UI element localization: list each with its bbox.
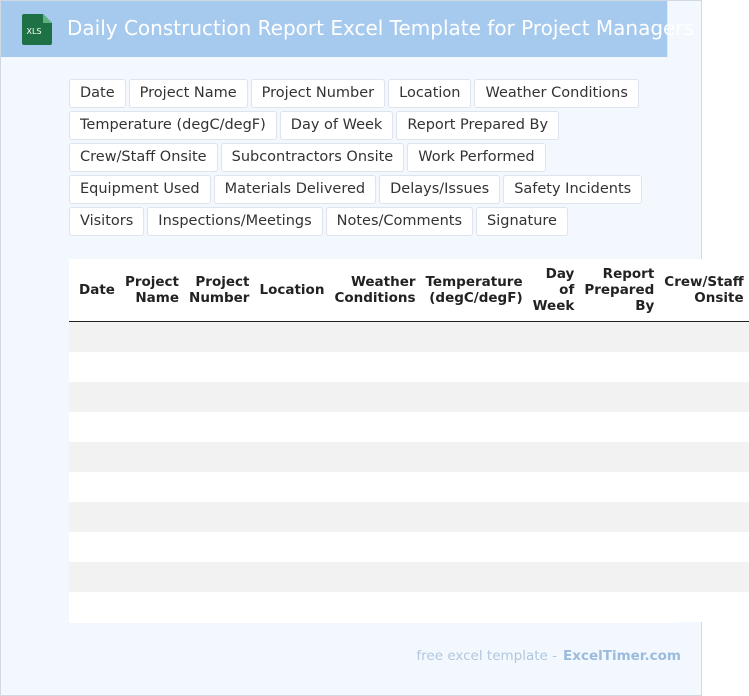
page-title: Daily Construction Report Excel Template for Project Managers — [67, 16, 695, 40]
table-row — [69, 472, 749, 502]
table-cell[interactable] — [329, 562, 420, 592]
table-cell[interactable] — [579, 322, 659, 353]
table-cell[interactable] — [184, 532, 254, 562]
table-cell[interactable] — [184, 472, 254, 502]
column-header: Temperature (degC/degF) — [421, 259, 528, 322]
table-cell[interactable] — [528, 352, 580, 382]
table-row — [69, 442, 749, 472]
table-row — [69, 502, 749, 532]
table-cell[interactable] — [528, 412, 580, 442]
table-row — [69, 382, 749, 412]
table-cell[interactable] — [421, 382, 528, 412]
table-row — [69, 352, 749, 382]
table-cell[interactable] — [528, 592, 580, 622]
table-row — [69, 322, 749, 353]
table-cell[interactable] — [659, 472, 748, 502]
column-tag: Location — [388, 79, 471, 108]
table-cell[interactable] — [659, 412, 748, 442]
table-cell[interactable] — [421, 442, 528, 472]
table-cell[interactable] — [254, 472, 329, 502]
table-cell[interactable] — [329, 472, 420, 502]
table-cell[interactable] — [69, 322, 120, 353]
table-cell[interactable] — [579, 592, 659, 622]
column-tag: Day of Week — [280, 111, 394, 140]
column-header: Day of Week — [528, 259, 580, 322]
column-header: Crew/Staff Onsite — [659, 259, 748, 322]
table-cell[interactable] — [69, 412, 120, 442]
column-header: Project Number — [184, 259, 254, 322]
table-cell[interactable] — [69, 442, 120, 472]
table-cell[interactable] — [659, 442, 748, 472]
table-cell[interactable] — [421, 592, 528, 622]
table-cell[interactable] — [329, 532, 420, 562]
footer-brand-link[interactable]: ExcelTimer.com — [563, 648, 681, 664]
column-tag: Weather Conditions — [474, 79, 638, 108]
table-cell[interactable] — [254, 382, 329, 412]
column-header: Project Name — [120, 259, 184, 322]
table-cell[interactable] — [120, 412, 184, 442]
table-cell[interactable] — [69, 382, 120, 412]
excel-file-icon — [22, 14, 52, 45]
table-cell[interactable] — [528, 472, 580, 502]
table-cell[interactable] — [329, 412, 420, 442]
table-cell[interactable] — [421, 352, 528, 382]
footer-text: free excel template - — [416, 648, 558, 664]
table-cell[interactable] — [659, 352, 748, 382]
table-header-row — [69, 259, 749, 322]
table-cell[interactable] — [579, 442, 659, 472]
table-cell[interactable] — [184, 322, 254, 353]
table-cell[interactable] — [120, 442, 184, 472]
column-tag: Work Performed — [407, 143, 545, 172]
table-cell[interactable] — [254, 412, 329, 442]
table-cell[interactable] — [329, 502, 420, 532]
column-header: Weather Conditions — [329, 259, 420, 322]
table-cell[interactable] — [579, 352, 659, 382]
table-cell[interactable] — [659, 532, 748, 562]
table-cell[interactable] — [120, 562, 184, 592]
table-cell[interactable] — [254, 322, 329, 353]
table-cell[interactable] — [69, 532, 120, 562]
table-cell[interactable] — [120, 592, 184, 622]
column-tag: Delays/Issues — [379, 175, 500, 204]
table-cell[interactable] — [659, 322, 748, 353]
table-cell[interactable] — [120, 472, 184, 502]
report-table-container — [69, 259, 744, 623]
table-row — [69, 532, 749, 562]
table-cell[interactable] — [579, 532, 659, 562]
table-cell[interactable] — [184, 412, 254, 442]
table-cell[interactable] — [120, 322, 184, 353]
table-cell[interactable] — [254, 442, 329, 472]
table-cell[interactable] — [421, 532, 528, 562]
table-cell[interactable] — [579, 382, 659, 412]
table-cell[interactable] — [528, 322, 580, 353]
table-cell[interactable] — [421, 562, 528, 592]
table-cell[interactable] — [254, 352, 329, 382]
table-cell[interactable] — [579, 562, 659, 592]
table-cell[interactable] — [329, 322, 420, 353]
column-tag: Project Name — [129, 79, 248, 108]
column-header: Location — [254, 259, 329, 322]
table-cell[interactable] — [69, 592, 120, 622]
table-cell[interactable] — [254, 532, 329, 562]
table-cell[interactable] — [579, 472, 659, 502]
table-cell[interactable] — [659, 382, 748, 412]
table-cell[interactable] — [421, 472, 528, 502]
table-cell[interactable] — [659, 562, 748, 592]
table-cell[interactable] — [421, 412, 528, 442]
column-tag: Temperature (degC/degF) — [69, 111, 277, 140]
table-cell[interactable] — [120, 532, 184, 562]
table-cell[interactable] — [184, 592, 254, 622]
table-cell[interactable] — [528, 532, 580, 562]
table-cell[interactable] — [329, 352, 420, 382]
table-cell[interactable] — [579, 412, 659, 442]
table-cell[interactable] — [69, 502, 120, 532]
table-row — [69, 592, 749, 622]
table-cell[interactable] — [69, 562, 120, 592]
column-header: Report Prepared By — [579, 259, 659, 322]
column-tag: Notes/Comments — [326, 207, 473, 236]
table-cell[interactable] — [329, 442, 420, 472]
table-cell[interactable] — [528, 562, 580, 592]
table-cell[interactable] — [329, 592, 420, 622]
column-tag: Crew/Staff Onsite — [69, 143, 218, 172]
table-cell[interactable] — [659, 502, 748, 532]
table-cell[interactable] — [184, 382, 254, 412]
table-row — [69, 562, 749, 592]
footer — [416, 648, 681, 664]
table-cell[interactable] — [528, 382, 580, 412]
report-table — [69, 259, 749, 622]
table-cell[interactable] — [528, 442, 580, 472]
table-cell[interactable] — [69, 472, 120, 502]
table-cell[interactable] — [421, 322, 528, 353]
table-cell[interactable] — [254, 502, 329, 532]
table-cell[interactable] — [184, 502, 254, 532]
table-cell[interactable] — [254, 592, 329, 622]
excel-icon-label: XLS — [26, 27, 42, 36]
table-cell[interactable] — [528, 502, 580, 532]
table-cell[interactable] — [421, 502, 528, 532]
column-tag: Visitors — [69, 207, 144, 236]
table-cell[interactable] — [120, 352, 184, 382]
table-cell[interactable] — [120, 382, 184, 412]
table-cell[interactable] — [184, 442, 254, 472]
table-cell[interactable] — [579, 502, 659, 532]
column-tag: Report Prepared By — [396, 111, 559, 140]
table-cell[interactable] — [69, 352, 120, 382]
column-tag: Signature — [476, 207, 568, 236]
column-tag: Inspections/Meetings — [147, 207, 322, 236]
column-tag: Subcontractors Onsite — [221, 143, 405, 172]
table-cell[interactable] — [254, 562, 329, 592]
table-row — [69, 412, 749, 442]
header-banner — [1, 1, 695, 57]
column-tag: Date — [69, 79, 126, 108]
table-cell[interactable] — [184, 352, 254, 382]
column-header: Date — [69, 259, 120, 322]
column-tag: Materials Delivered — [214, 175, 376, 204]
column-tag-list — [69, 79, 673, 239]
table-cell[interactable] — [329, 382, 420, 412]
column-tag: Safety Incidents — [503, 175, 642, 204]
table-cell[interactable] — [184, 562, 254, 592]
column-tag: Project Number — [251, 79, 385, 108]
table-cell[interactable] — [120, 502, 184, 532]
column-tag: Equipment Used — [69, 175, 211, 204]
table-cell[interactable] — [659, 592, 748, 622]
